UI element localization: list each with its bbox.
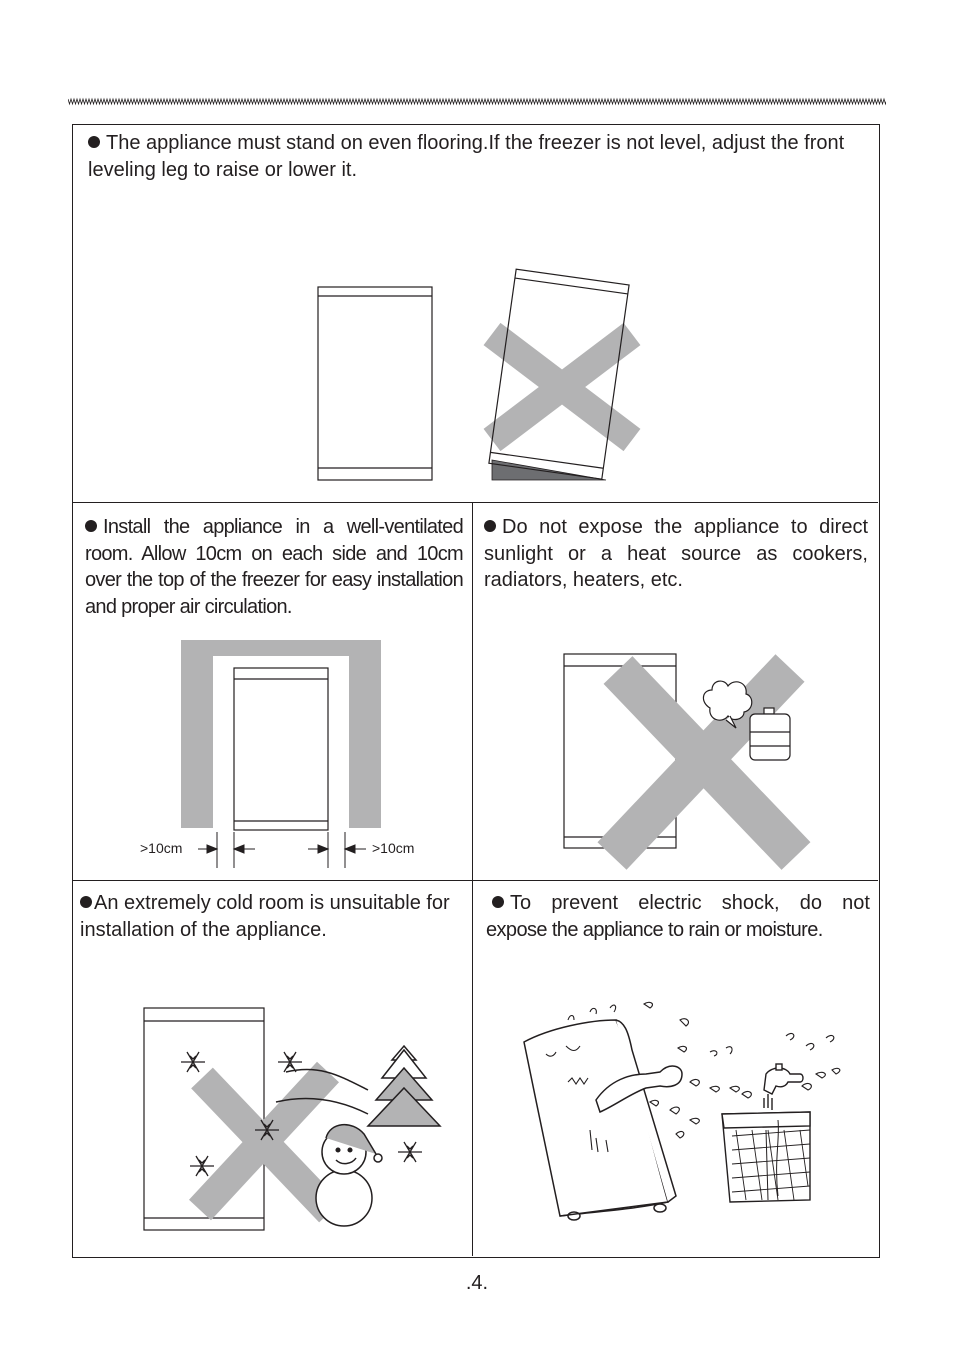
moisture-text-line1: To prevent electric shock, do not bbox=[510, 892, 870, 914]
tree-icon bbox=[368, 1046, 440, 1126]
sunlight-text: Do not expose the appliance to direct sunlight or a heat source as cookers, radiators, heaters, etc. bbox=[484, 516, 868, 591]
sunlight-instruction bbox=[484, 514, 868, 594]
left-clearance-label: >10cm bbox=[140, 840, 183, 856]
cold-instruction bbox=[80, 890, 468, 944]
basin-icon bbox=[722, 1112, 810, 1202]
cross-icon bbox=[200, 1072, 330, 1212]
ventilation-instruction bbox=[85, 514, 463, 620]
bullet-icon bbox=[88, 136, 100, 148]
dimension-marks bbox=[198, 832, 366, 868]
right-clearance-label: >10cm bbox=[372, 840, 415, 856]
level-illustration bbox=[300, 262, 660, 484]
ventilation-text: Install the appliance in a well-ventilated room. Allow 10cm on each side and 10cm over the top of the freezer for easy installation and proper air circulation. bbox=[85, 516, 463, 618]
bullet-icon bbox=[484, 520, 496, 532]
cold-text: An extremely cold room is unsuitable for installation of the appliance. bbox=[80, 892, 450, 941]
bullet-icon bbox=[492, 896, 504, 908]
cross-icon bbox=[492, 334, 632, 440]
snowman-icon bbox=[316, 1125, 382, 1226]
zigzag-rule bbox=[68, 96, 886, 106]
row-divider-1 bbox=[72, 502, 878, 503]
moisture-illustration bbox=[510, 990, 850, 1230]
heater-icon bbox=[750, 708, 790, 760]
level-text: The appliance must stand on even flooring.If the freezer is not level, adjust the front leveling leg to raise or lower it. bbox=[88, 132, 845, 181]
freezer-cartoon bbox=[524, 1020, 676, 1220]
bullet-icon bbox=[85, 520, 97, 532]
faucet-icon bbox=[764, 1064, 803, 1110]
sunlight-illustration bbox=[560, 650, 820, 874]
page-number: .4. bbox=[465, 1272, 489, 1294]
column-divider bbox=[472, 502, 473, 1256]
row-divider-2 bbox=[72, 880, 878, 881]
moisture-text-line2: expose the appliance to rain or moisture. bbox=[486, 919, 823, 941]
ventilation-illustration bbox=[130, 638, 430, 868]
bullet-icon bbox=[80, 896, 92, 908]
freezer-upright bbox=[318, 287, 432, 480]
cold-room-illustration bbox=[140, 1004, 450, 1234]
level-instruction bbox=[88, 130, 868, 184]
freezer-front bbox=[234, 668, 328, 830]
moisture-instruction bbox=[486, 890, 870, 944]
